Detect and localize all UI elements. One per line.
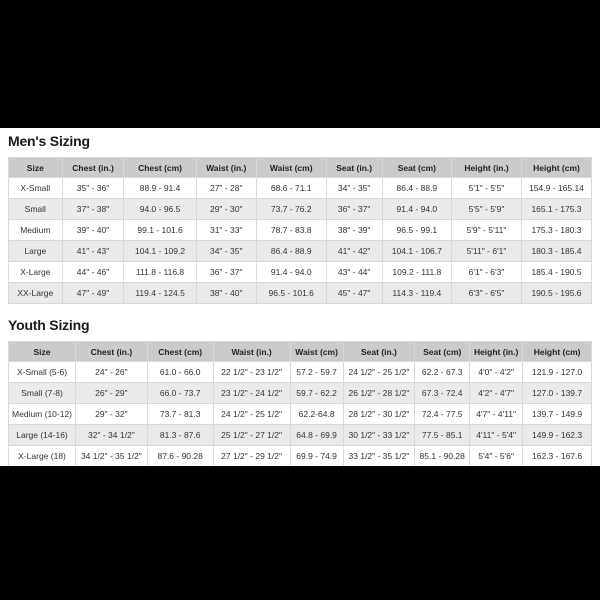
measurement-cell: 45" - 47"	[326, 283, 382, 304]
youth-size-row	[9, 383, 592, 404]
measurement-cell: 57.2 - 59.7	[290, 362, 343, 383]
measurement-cell: 59.7 - 62.2	[290, 383, 343, 404]
size-label-cell: X-Small (5-6)	[9, 362, 76, 383]
bottom-black-band	[0, 466, 600, 600]
measurement-cell: 24 1/2" - 25 1/2"	[213, 404, 290, 425]
measurement-cell: 190.5 - 195.6	[521, 283, 591, 304]
column-header: Seat (in.)	[326, 158, 382, 178]
measurement-cell: 165.1 - 175.3	[521, 199, 591, 220]
column-header: Seat (cm)	[382, 158, 451, 178]
measurement-cell: 86.4 - 88.9	[382, 178, 451, 199]
youth-table-header	[9, 342, 592, 362]
measurement-cell: 39" - 40"	[62, 220, 124, 241]
top-black-band	[0, 0, 600, 128]
measurement-cell: 91.4 - 94.0	[256, 262, 326, 283]
measurement-cell: 25 1/2" - 27 1/2"	[213, 425, 290, 446]
measurement-cell: 32" - 34 1/2"	[76, 425, 148, 446]
column-header: Chest (in.)	[62, 158, 124, 178]
measurement-cell: 68.6 - 71.1	[256, 178, 326, 199]
measurement-cell: 61.0 - 66.0	[147, 362, 213, 383]
measurement-cell: 62.2-64.8	[290, 404, 343, 425]
youth-sizing-table	[8, 341, 592, 467]
measurement-cell: 33 1/2" - 35 1/2"	[343, 446, 415, 467]
measurement-cell: 88.9 - 91.4	[124, 178, 196, 199]
measurement-cell: 38" - 39"	[326, 220, 382, 241]
measurement-cell: 35" - 36"	[62, 178, 124, 199]
measurement-cell: 5'5" - 5'9"	[452, 199, 522, 220]
column-header: Size	[9, 158, 63, 178]
measurement-cell: 27" - 28"	[196, 178, 256, 199]
measurement-cell: 111.8 - 116.8	[124, 262, 196, 283]
size-label-cell: X-Large	[9, 262, 63, 283]
size-label-cell: Small	[9, 199, 63, 220]
size-label-cell: Medium	[9, 220, 63, 241]
measurement-cell: 5'9" - 5'11"	[452, 220, 522, 241]
measurement-cell: 104.1 - 106.7	[382, 241, 451, 262]
measurement-cell: 31" - 33"	[196, 220, 256, 241]
youth-size-row	[9, 425, 592, 446]
measurement-cell: 99.1 - 101.6	[124, 220, 196, 241]
measurement-cell: 4'7" - 4'11"	[470, 404, 523, 425]
measurement-cell: 185.4 - 190.5	[521, 262, 591, 283]
youth-header-row	[9, 342, 592, 362]
column-header: Chest (cm)	[124, 158, 196, 178]
measurement-cell: 34" - 35"	[196, 241, 256, 262]
column-header: Waist (cm)	[256, 158, 326, 178]
column-header: Size	[9, 342, 76, 362]
mens-size-row	[9, 262, 592, 283]
measurement-cell: 96.5 - 99.1	[382, 220, 451, 241]
measurement-cell: 119.4 - 124.5	[124, 283, 196, 304]
measurement-cell: 5'1" - 5'5"	[452, 178, 522, 199]
measurement-cell: 78.7 - 83.8	[256, 220, 326, 241]
size-label-cell: X-Small	[9, 178, 63, 199]
measurement-cell: 27 1/2" - 29 1/2"	[213, 446, 290, 467]
measurement-cell: 36" - 37"	[196, 262, 256, 283]
measurement-cell: 30 1/2" - 33 1/2"	[343, 425, 415, 446]
column-header: Chest (in.)	[76, 342, 148, 362]
column-header: Seat (in.)	[343, 342, 415, 362]
measurement-cell: 149.9 - 162.3	[523, 425, 592, 446]
column-header: Height (in.)	[470, 342, 523, 362]
measurement-cell: 41" - 43"	[62, 241, 124, 262]
size-label-cell: Large (14-16)	[9, 425, 76, 446]
mens-sizing-table	[8, 157, 592, 304]
mens-table-body	[9, 178, 592, 304]
youth-size-row	[9, 404, 592, 425]
measurement-cell: 175.3 - 180.3	[521, 220, 591, 241]
measurement-cell: 43" - 44"	[326, 262, 382, 283]
measurement-cell: 96.5 - 101.6	[256, 283, 326, 304]
measurement-cell: 6'1" - 6'3"	[452, 262, 522, 283]
measurement-cell: 62.2 - 67.3	[415, 362, 470, 383]
youth-table-body	[9, 362, 592, 467]
column-header: Height (cm)	[521, 158, 591, 178]
measurement-cell: 86.4 - 88.9	[256, 241, 326, 262]
size-label-cell: Medium (10-12)	[9, 404, 76, 425]
measurement-cell: 64.8 - 69.9	[290, 425, 343, 446]
measurement-cell: 5'4" - 5'6"	[470, 446, 523, 467]
mens-table-header	[9, 158, 592, 178]
mens-size-row	[9, 241, 592, 262]
measurement-cell: 85.1 - 90.28	[415, 446, 470, 467]
sizing-content	[0, 128, 600, 466]
measurement-cell: 162.3 - 167.6	[523, 446, 592, 467]
measurement-cell: 67.3 - 72.4	[415, 383, 470, 404]
column-header: Height (cm)	[523, 342, 592, 362]
measurement-cell: 72.4 - 77.5	[415, 404, 470, 425]
measurement-cell: 41" - 42"	[326, 241, 382, 262]
measurement-cell: 24" - 26"	[76, 362, 148, 383]
measurement-cell: 94.0 - 96.5	[124, 199, 196, 220]
measurement-cell: 4'2" - 4'7"	[470, 383, 523, 404]
youth-size-row	[9, 362, 592, 383]
measurement-cell: 26" - 29"	[76, 383, 148, 404]
measurement-cell: 34 1/2" - 35 1/2"	[76, 446, 148, 467]
measurement-cell: 69.9 - 74.9	[290, 446, 343, 467]
column-header: Waist (in.)	[213, 342, 290, 362]
measurement-cell: 73.7 - 81.3	[147, 404, 213, 425]
measurement-cell: 44" - 46"	[62, 262, 124, 283]
measurement-cell: 73.7 - 76.2	[256, 199, 326, 220]
mens-header-row	[9, 158, 592, 178]
size-label-cell: XX-Large	[9, 283, 63, 304]
measurement-cell: 127.0 - 139.7	[523, 383, 592, 404]
measurement-cell: 34" - 35"	[326, 178, 382, 199]
measurement-cell: 139.7 - 149.9	[523, 404, 592, 425]
column-header: Height (in.)	[452, 158, 522, 178]
measurement-cell: 29" - 32"	[76, 404, 148, 425]
measurement-cell: 91.4 - 94.0	[382, 199, 451, 220]
measurement-cell: 24 1/2" - 25 1/2"	[343, 362, 415, 383]
youth-size-row	[9, 446, 592, 467]
measurement-cell: 4'11" - 5'4"	[470, 425, 523, 446]
measurement-cell: 121.9 - 127.0	[523, 362, 592, 383]
measurement-cell: 180.3 - 185.4	[521, 241, 591, 262]
measurement-cell: 87.6 - 90.28	[147, 446, 213, 467]
size-label-cell: Small (7-8)	[9, 383, 76, 404]
measurement-cell: 5'11" - 6'1"	[452, 241, 522, 262]
measurement-cell: 38" - 40"	[196, 283, 256, 304]
mens-sizing-title: Men's Sizing	[8, 133, 90, 149]
size-label-cell: Large	[9, 241, 63, 262]
measurement-cell: 37" - 38"	[62, 199, 124, 220]
measurement-cell: 114.3 - 119.4	[382, 283, 451, 304]
column-header: Waist (cm)	[290, 342, 343, 362]
measurement-cell: 4'0" - 4'2"	[470, 362, 523, 383]
column-header: Seat (cm)	[415, 342, 470, 362]
measurement-cell: 6'3" - 6'5"	[452, 283, 522, 304]
measurement-cell: 36" - 37"	[326, 199, 382, 220]
measurement-cell: 109.2 - 111.8	[382, 262, 451, 283]
measurement-cell: 22 1/2" - 23 1/2"	[213, 362, 290, 383]
measurement-cell: 28 1/2" - 30 1/2"	[343, 404, 415, 425]
measurement-cell: 29" - 30"	[196, 199, 256, 220]
mens-size-row	[9, 199, 592, 220]
measurement-cell: 26 1/2" - 28 1/2"	[343, 383, 415, 404]
measurement-cell: 77.5 - 85.1	[415, 425, 470, 446]
youth-sizing-title: Youth Sizing	[8, 317, 90, 333]
measurement-cell: 81.3 - 87.6	[147, 425, 213, 446]
column-header: Chest (cm)	[147, 342, 213, 362]
mens-size-row	[9, 178, 592, 199]
measurement-cell: 23 1/2" - 24 1/2"	[213, 383, 290, 404]
measurement-cell: 47" - 49"	[62, 283, 124, 304]
column-header: Waist (in.)	[196, 158, 256, 178]
measurement-cell: 104.1 - 109.2	[124, 241, 196, 262]
measurement-cell: 66.0 - 73.7	[147, 383, 213, 404]
mens-size-row	[9, 220, 592, 241]
mens-size-row	[9, 283, 592, 304]
size-label-cell: X-Large (18)	[9, 446, 76, 467]
measurement-cell: 154.9 - 165.14	[521, 178, 591, 199]
